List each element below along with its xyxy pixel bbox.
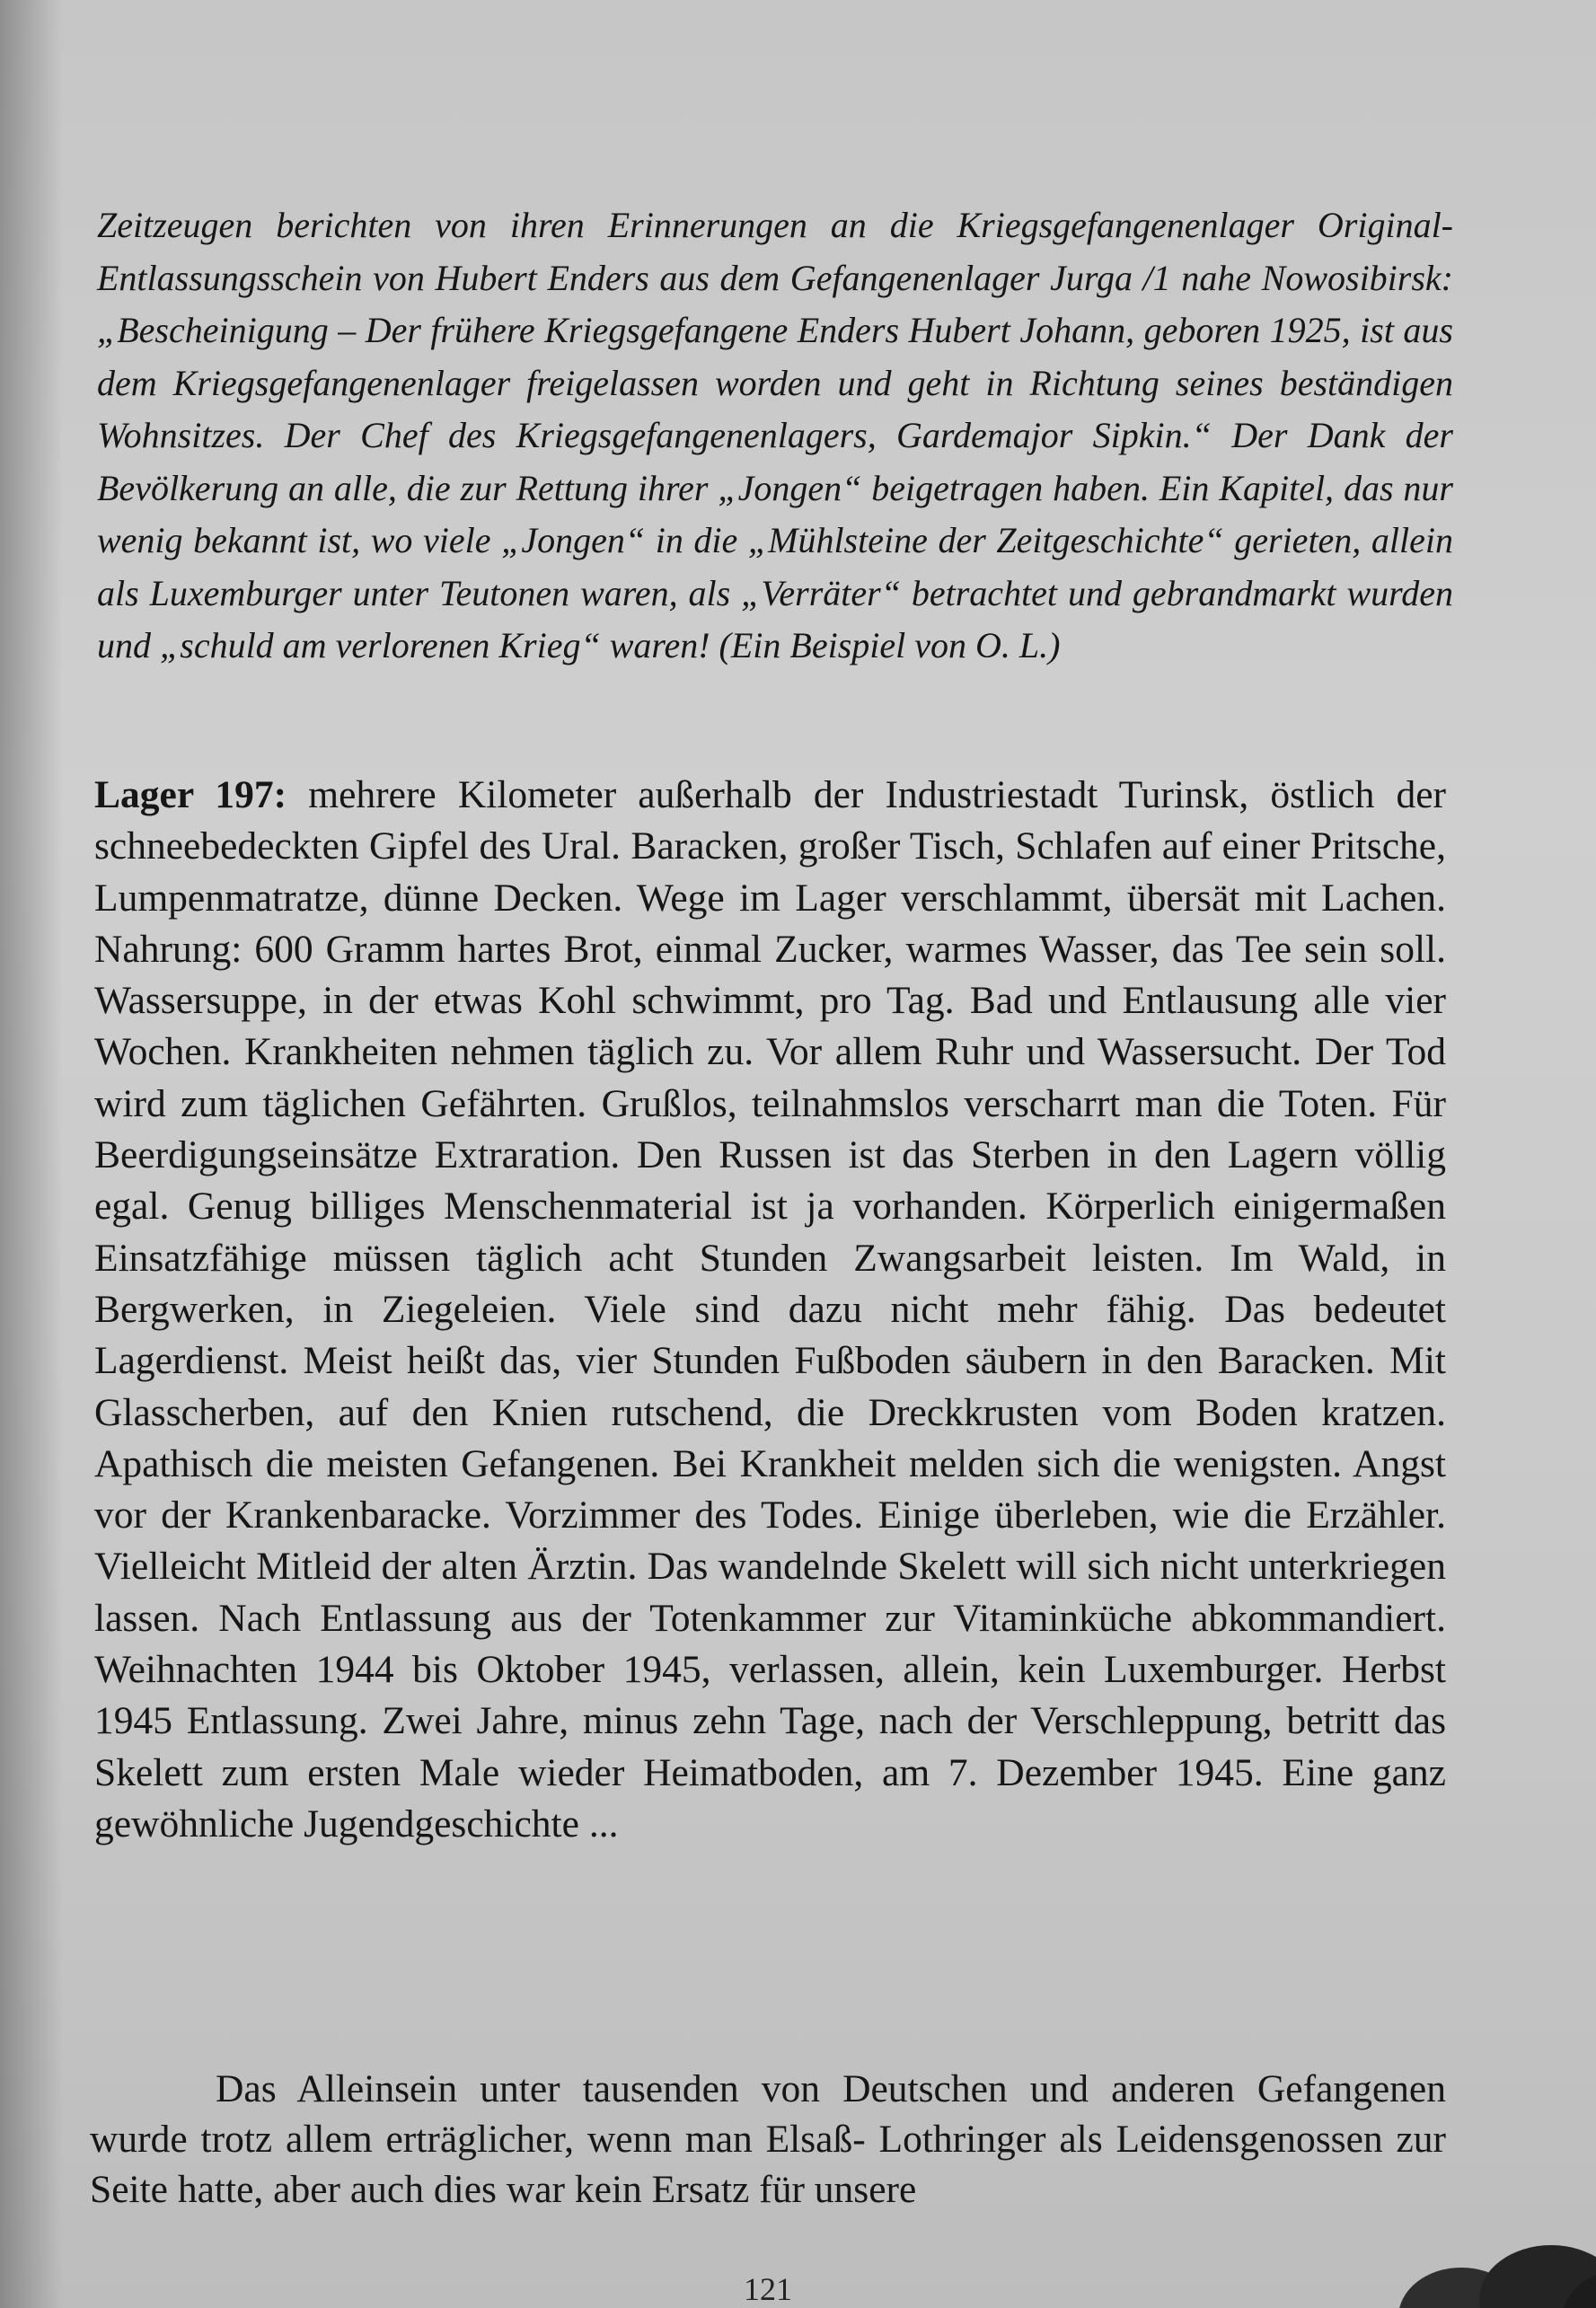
paragraph-alleinsein: Das Alleinsein unter tausenden von Deutschen und anderen Gefangenen wurde trotz allem erträglicher, wenn man Elsaß- Lothringer als Leidensgenossen zur Seite hatte, aber auch dies war kein Ersatz für unsere [90, 2067, 1446, 2211]
corner-ornament-icon [1380, 2191, 1596, 2308]
section-text: mehrere Kilometer außerhalb der Industriestadt Turinsk, östlich der schneebedeckten Gipfel des Ural. Baracken, großer Tisch, Schlafen auf einer Pritsche, Lumpenmatratze, dünne Decken. Wege im Lager verschlammt, übersät mit Lachen. Nahrung: 600 Gramm hartes Brot, einmal Zucker, warmes Wasser, das Tee sein soll. Wassersuppe, in der etwas Kohl schwimmt, pro Tag. Bad und Entlausung alle vier Wochen. Krankheiten nehmen täglich zu. Vor allem Ruhr und Wassersucht. Der Tod wird zum täglichen Gefährten. Grußlos, teilnahmslos verscharrt man die Toten. Für Beerdigungseinsätze Extraration. Den Russen ist das Sterben in den Lagern völlig egal. Genug billiges Menschenmaterial ist ja vorhanden. Körperlich einigermaßen Einsatzfähige müssen täglich acht Stunden Zwangsarbeit leisten. Im Wald, in Bergwerken, in Ziegeleien. Viele sind dazu nicht mehr fähig. Das bedeutet Lagerdienst. Meist heißt das, vier Stunden Fußboden säubern in den Baracken. Mit Glasscherben, auf den Knien rutschend, die Dreckkrusten vom Boden kratzen. Apathisch die meisten Gefangenen. Bei Krankheit melden sich die wenigsten. Angst vor der Krankenbaracke. Vorzimmer des Todes. Einige überleben, wie die Erzähler. Vielleicht Mitleid der alten Ärztin. Das wandelnde Skelett will sich nicht unterkriegen lassen. Nach Entlassung aus der Totenkammer zur Vitaminküche abkommandiert. Weihnachten 1944 bis Oktober 1945, verlassen, allein, kein Luxemburger. Herbst 1945 Entlassung. Zwei Jahre, minus zehn Tage, nach der Verschleppung, betritt das Skelett zum ersten Male wieder Heimatboden, am 7. Dezember 1945. Eine ganz gewöhnliche Jugendgeschichte ... [94, 773, 1446, 1846]
section-lager-197 [94, 770, 1446, 1850]
page-shadow [0, 0, 63, 2308]
photo-caption: Zeitzeugen berichten von ihren Erinnerungen an die Kriegsgefangenenlager Original-Entlassungsschein von Hubert Enders aus dem Gefangenenlager Jurga /1 nahe Nowosibirsk: „Bescheinigung – Der frühere Kriegsgefangene Enders Hubert Johann, geboren 1925, ist aus dem Kriegsgefangenenlager freigelassen worden und geht in Richtung seines beständigen Wohnsitzes. Der Chef des Kriegsgefangenenlagers, Gardemajor Sipkin.“ Der Dank der Bevölkerung an alle, die zur Rettung ihrer „Jongen“ beigetragen haben. Ein Kapitel, das nur wenig bekannt ist, wo viele „Jongen“ in die „Mühlsteine der Zeitgeschichte“ gerieten, allein als Luxemburger unter Teutonen waren, als „Verräter“ betrachtet und gebrandmarkt wurden und „schuld am verlorenen Krieg“ waren! (Ein Beispiel von O. L.) [97, 205, 1453, 665]
page-number: 121 [744, 2271, 792, 2307]
section-lead: Lager 197: [94, 773, 287, 816]
